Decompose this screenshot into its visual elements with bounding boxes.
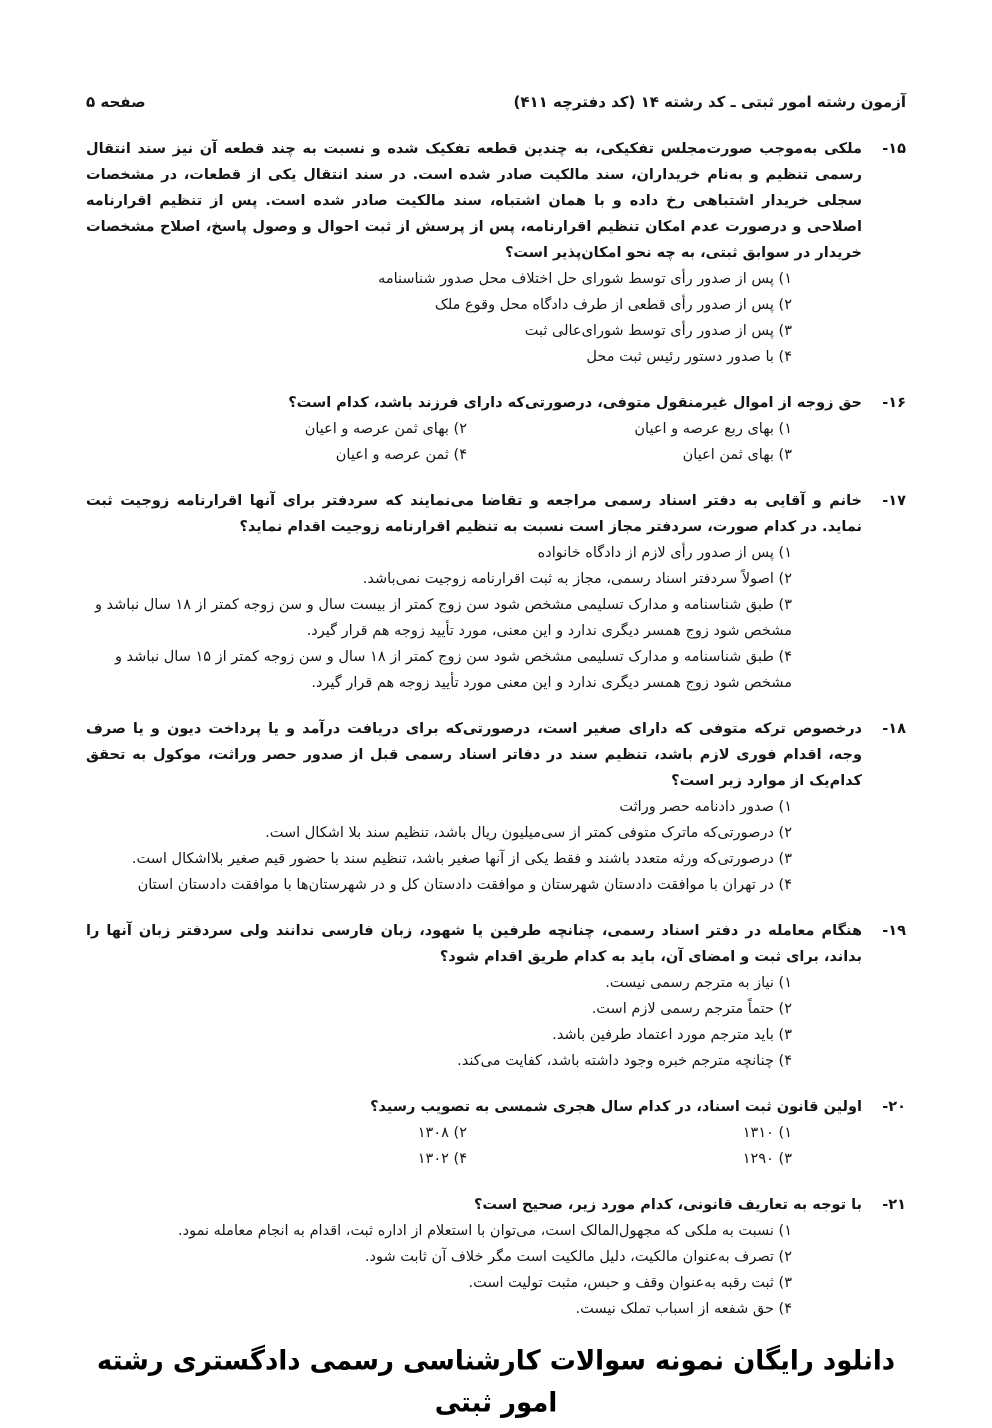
question-21-option-1: ۱) نسبت به ملکی که مجهول‌المالک است، می‌توان با استعلام از اداره ثبت، اقدام به انجام معامله نمود. bbox=[178, 1223, 792, 1239]
question-21-number: ۲۱- bbox=[882, 1197, 906, 1213]
question-20 bbox=[86, 1094, 906, 1172]
question-16-option-1: ۱) بهای ربع عرصه و اعیان bbox=[634, 421, 792, 437]
question-21-option-4: ۴) حق شفعه از اسباب تملک نیست. bbox=[575, 1301, 792, 1317]
question-19-option-4: ۴) چنانچه مترجم خبره وجود داشته باشد، کفایت می‌کند. bbox=[457, 1053, 792, 1069]
question-19-head bbox=[86, 918, 906, 970]
question-20-option-4: ۴) ۱۳۰۲ bbox=[417, 1151, 467, 1167]
question-18-text: درخصوص ترکه متوفی که دارای صغیر است، درصورتی‌که برای دریافت درآمد و یا پرداخت دیون و یا صرف وجه، اقدام فوری لازم باشد، تنظیم سند در دفاتر اسناد رسمی قبل از صدور حصر وراثت، موکول به تحقق کدام‌یک از موارد زیر است؟ bbox=[86, 721, 862, 789]
question-15 bbox=[86, 136, 906, 370]
question-17-option-1: ۱) پس از صدور رأی لازم از دادگاه خانواده bbox=[537, 545, 792, 561]
question-16-option-3: ۳) بهای ثمن اعیان bbox=[682, 447, 792, 463]
question-16-text: حق زوجه از اموال غیرمنقول متوفی، درصورتی‌که دارای فرزند باشد، کدام است؟ bbox=[288, 395, 862, 411]
question-19-options bbox=[86, 970, 792, 1074]
question-18-option-3: ۳) درصورتی‌که ورثه متعدد باشند و فقط یکی از آنها صغیر باشد، تنظیم سند با حضور قیم صغیر بلااشکال است. bbox=[131, 851, 792, 867]
question-19-option-1: ۱) نیاز به مترجم رسمی نیست. bbox=[605, 975, 792, 991]
question-19-number: ۱۹- bbox=[882, 923, 906, 939]
question-17-number: ۱۷- bbox=[882, 493, 906, 509]
question-20-options bbox=[86, 1120, 792, 1172]
question-15-head bbox=[86, 136, 906, 266]
question-17-options bbox=[86, 540, 792, 696]
question-15-option-2: ۲) پس از صدور رأی قطعی از طرف دادگاه محل وقوع ملک bbox=[434, 297, 792, 313]
question-21-option-2: ۲) تصرف به‌عنوان مالکیت، دلیل مالکیت است مگر خلاف آن ثابت شود. bbox=[364, 1249, 792, 1265]
question-16-options bbox=[86, 416, 792, 468]
question-21-text: با توجه به تعاریف قانونی، کدام مورد زیر، صحیح است؟ bbox=[474, 1197, 862, 1213]
page-header bbox=[86, 92, 906, 112]
question-21-options bbox=[86, 1218, 792, 1322]
question-18-option-4: ۴) در تهران با موافقت دادستان شهرستان و موافقت دادستان کل و در شهرستان‌ها با موافقت دادستان استان bbox=[137, 877, 792, 893]
page-footer bbox=[86, 1340, 906, 1428]
question-20-option-2: ۲) ۱۳۰۸ bbox=[417, 1125, 467, 1141]
question-20-number: ۲۰- bbox=[882, 1099, 906, 1115]
question-15-option-3: ۳) پس از صدور رأی توسط شورای‌عالی ثبت bbox=[524, 323, 792, 339]
question-15-options bbox=[86, 266, 792, 370]
question-19-option-3: ۳) باید مترجم مورد اعتماد طرفین باشد. bbox=[552, 1027, 792, 1043]
question-17-option-4: ۴) طبق شناسنامه و مدارک تسلیمی مشخص شود سن زوج کمتر از ۱۸ سال و سن زوجه کمتر از ۱۵ سال نباشد و مشخص شود زوج همسر دیگری ندارد و این معنی مورد تأیید زوجه هم قرار گیرد. bbox=[114, 649, 792, 691]
question-18 bbox=[86, 716, 906, 898]
question-20-text: اولین قانون ثبت اسناد، در کدام سال هجری شمسی به تصویب رسید؟ bbox=[370, 1099, 862, 1115]
question-19-option-2: ۲) حتماً مترجم رسمی لازم است. bbox=[591, 1001, 792, 1017]
question-18-option-1: ۱) صدور دادنامه حصر وراثت bbox=[619, 799, 792, 815]
question-19 bbox=[86, 918, 906, 1074]
question-21 bbox=[86, 1192, 906, 1322]
question-16-option-4: ۴) ثمن عرصه و اعیان bbox=[335, 447, 467, 463]
question-19-text: هنگام معامله در دفتر اسناد رسمی، چنانچه طرفین یا شهود، زبان فارسی ندانند ولی سردفتر زبان آنها را بداند، برای ثبت و امضای آن، باید به کدام طریق اقدام شود؟ bbox=[86, 923, 862, 965]
question-21-head bbox=[86, 1192, 906, 1218]
question-18-option-2: ۲) درصورتی‌که ماترک متوفی کمتر از سی‌میلیون ریال باشد، تنظیم سند بلا اشکال است. bbox=[265, 825, 792, 841]
question-17-option-3: ۳) طبق شناسنامه و مدارک تسلیمی مشخص شود سن زوج کمتر از بیست سال و سن زوجه کمتر از ۱۸ سال نباشد و مشخص شود زوج همسر دیگری ندارد و این معنی، مورد تأیید زوجه هم قرار گیرد. bbox=[94, 597, 792, 639]
question-18-options bbox=[86, 794, 792, 898]
footer-text: دانلود رایگان نمونه سوالات کارشناسی رسمی دادگستری رشته امور ثبتی bbox=[96, 1345, 896, 1419]
question-16-head bbox=[86, 390, 906, 416]
question-20-option-3: ۳) ۱۲۹۰ bbox=[742, 1151, 792, 1167]
question-15-option-4: ۴) با صدور دستور رئیس ثبت محل bbox=[586, 349, 792, 365]
questions-list bbox=[86, 136, 906, 1342]
question-20-head bbox=[86, 1094, 906, 1120]
question-16-option-2: ۲) بهای ثمن عرصه و اعیان bbox=[304, 421, 467, 437]
question-15-option-1: ۱) پس از صدور رأی توسط شورای حل اختلاف محل صدور شناسنامه bbox=[378, 271, 792, 287]
question-18-number: ۱۸- bbox=[882, 721, 906, 737]
question-17-text: خانم و آقایی به دفتر اسناد رسمی مراجعه و تقاضا می‌نمایند که سردفتر برای آنها اقرارنامه زوجیت ثبت نماید. در کدام صورت، سردفتر مجاز است نسبت به تنظیم اقرارنامه زوجیت اقدام نماید؟ bbox=[86, 493, 862, 535]
question-21-option-3: ۳) ثبت رقبه به‌عنوان وقف و حبس، مثبت تولیت است. bbox=[468, 1275, 792, 1291]
question-15-number: ۱۵- bbox=[882, 141, 906, 157]
exam-title: آزمون رشته امور ثبتی ـ کد رشته ۱۴ (کد دفترچه ۴۱۱) bbox=[513, 93, 906, 111]
question-17-head bbox=[86, 488, 906, 540]
question-18-head bbox=[86, 716, 906, 794]
question-17-option-2: ۲) اصولاً سردفتر اسناد رسمی، مجاز به ثبت اقرارنامه زوجیت نمی‌باشد. bbox=[362, 571, 792, 587]
page-number-label: صفحه ۵ bbox=[86, 93, 146, 111]
question-15-text: ملکی به‌موجب صورت‌مجلس تفکیکی، به چندین قطعه تفکیک شده و نسبت به چند قطعه آن نیز سند انتقال رسمی تنظیم و به‌نام خریداران، سند مالکیت صادر شده است. در سند انتقال یکی از قطعات، در مشخصات سجلی خریدار اشتباهی رخ داده و با همان اشتباه، سند مالکیت صادر شده است. پس از تنظیم اقرارنامه اصلاحی و درصورت عدم امکان تنظیم اقرارنامه، پس از پرسش از ثبت احوال و وصول پاسخ، اصلاح مشخصات خریدار در سوابق ثبتی، به چه نحو امکان‌پذیر است؟ bbox=[86, 141, 862, 261]
question-16-number: ۱۶- bbox=[882, 395, 906, 411]
question-17 bbox=[86, 488, 906, 696]
question-20-option-1: ۱) ۱۳۱۰ bbox=[742, 1125, 792, 1141]
question-16 bbox=[86, 390, 906, 468]
